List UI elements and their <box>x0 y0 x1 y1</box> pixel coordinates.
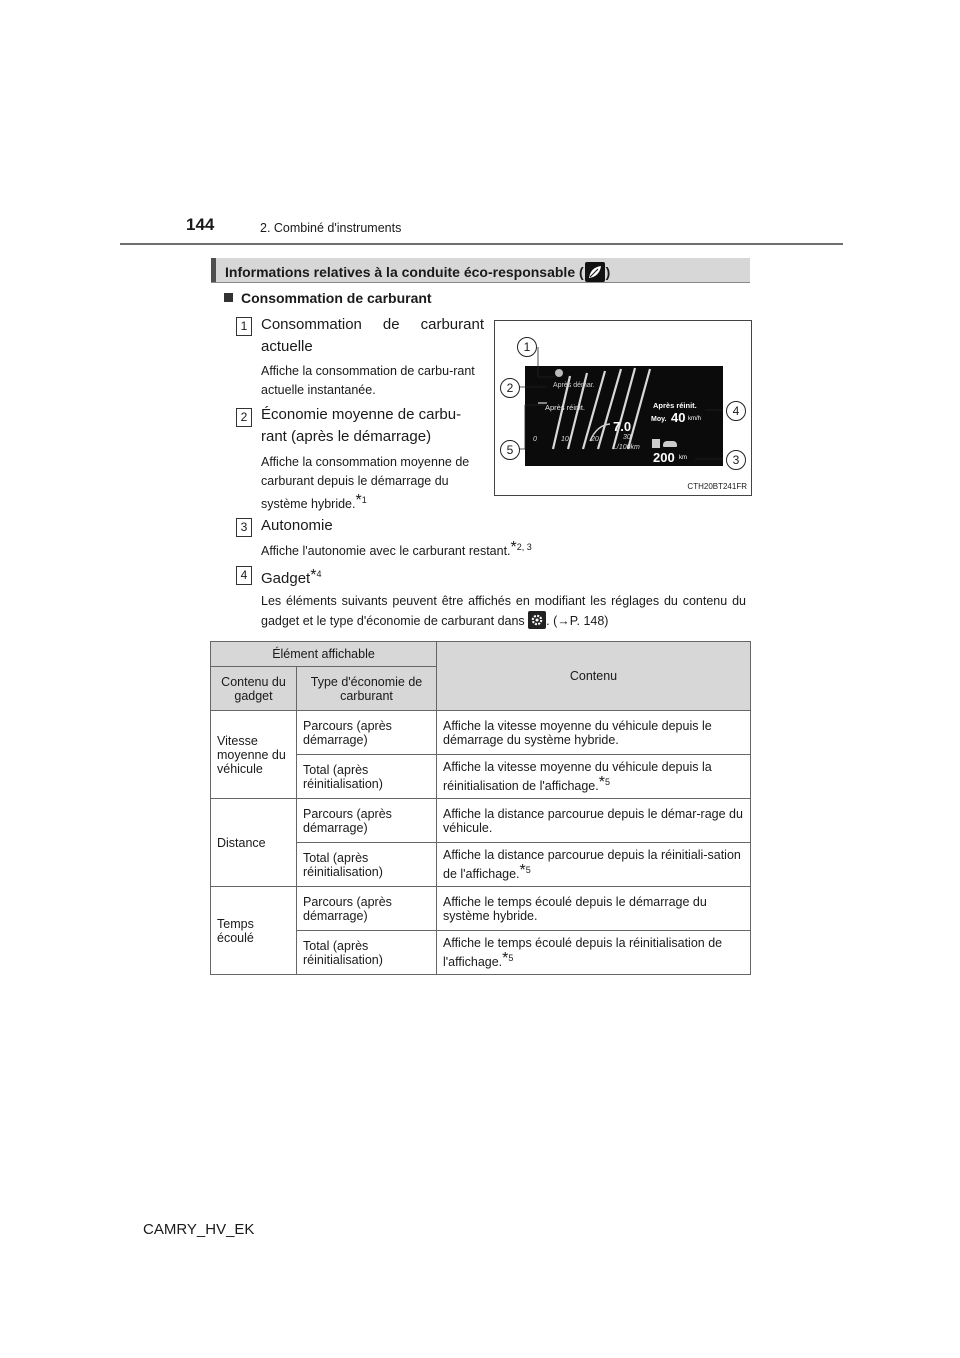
content-cell: Affiche la vitesse moyenne du véhicule depuis le démarrage du système hybride. <box>437 711 751 755</box>
type-cell: Total (après réinitialisation) <box>297 755 437 799</box>
callout-1: 1 <box>517 337 537 357</box>
item-title-4: Gadget*$^4$ <box>261 567 322 587</box>
table-header-col1: Contenu du gadget <box>211 667 297 711</box>
section-underline <box>211 282 750 283</box>
gear-icon <box>528 611 546 629</box>
display-scale-30: 30 <box>623 434 631 441</box>
display-current-value: 7.0 <box>613 419 632 434</box>
display-consumption-unit: L/100km <box>613 444 640 451</box>
cluster-figure <box>494 320 752 496</box>
item-number-3: 3 <box>236 518 252 537</box>
display-scale-10: 10 <box>561 436 569 443</box>
display-label-after-start: Après démar. <box>553 382 595 389</box>
group-name: Vitesse moyenne du véhicule <box>211 711 297 799</box>
item-title-3: Autonomie <box>261 517 333 534</box>
table-row <box>211 887 751 931</box>
content-cell: Affiche la distance parcourue depuis la réinitiali-sation de l'affichage.*$^5$ <box>437 843 751 887</box>
display-range-value: 200 <box>653 450 675 465</box>
item-number-4: 4 <box>236 566 252 585</box>
table-header-group: Élément affichable <box>211 642 437 667</box>
callout-5: 5 <box>500 440 520 460</box>
callout-4: 4 <box>726 401 746 421</box>
section-title: Informations relatives à la conduite éco-responsable ( ) <box>225 264 611 280</box>
type-cell: Total (après réinitialisation) <box>297 843 437 887</box>
gadget-table <box>210 641 751 975</box>
footer-model: CAMRY_HV_EK <box>143 1221 255 1238</box>
eco-leaf-icon <box>585 262 605 282</box>
item-number-2: 2 <box>236 408 252 427</box>
type-cell: Parcours (après démarrage) <box>297 799 437 843</box>
subsection-heading: Consommation de carburant <box>224 290 432 306</box>
figure-code: CTH20BT241FR <box>687 482 747 491</box>
item-title-2: Économie moyenne de carbu-rant (après le démarrage) <box>261 406 462 445</box>
content-cell: Affiche le temps écoulé depuis le démarrage du système hybride. <box>437 887 751 931</box>
bullet-square <box>224 293 233 302</box>
content-cell: Affiche le temps écoulé depuis la réinitialisation de l'affichage.*$^5$ <box>437 931 751 975</box>
item-title-1: Consommation de carburant actuelle <box>261 316 484 355</box>
item-desc-4: Les éléments suivants peuvent être affichés en modifiant les réglages du contenu du gadget et le type d'économie de carburant dans . (→P. 148) <box>261 594 746 628</box>
callout-3: 3 <box>726 450 746 470</box>
callout-2: 2 <box>500 378 520 398</box>
table-row <box>211 711 751 755</box>
page-number: 144 <box>186 215 215 234</box>
group-name: Temps écoulé <box>211 887 297 975</box>
display-scale-0: 0 <box>533 436 537 443</box>
display-avg-speed: 40 <box>671 410 686 425</box>
item-number-1: 1 <box>236 317 252 336</box>
item-desc-2: Affiche la consommation moyenne de carburant depuis le démarrage du système hybride.*$^1$ <box>261 455 470 512</box>
chapter-title: 2. Combiné d'instruments <box>260 221 402 235</box>
header-rule <box>120 243 843 245</box>
type-cell: Parcours (après démarrage) <box>297 711 437 755</box>
display-range-unit: km <box>679 455 687 461</box>
content-cell: Affiche la distance parcourue depuis le démar-rage du véhicule. <box>437 799 751 843</box>
type-cell: Parcours (après démarrage) <box>297 887 437 931</box>
content-cell: Affiche la vitesse moyenne du véhicule depuis la réinitialisation de l'affichage.*$^5$ <box>437 755 751 799</box>
display-avg-label: Moy. <box>651 416 667 423</box>
display-speed-unit: km/h <box>688 416 702 422</box>
display-scale-20: 20 <box>591 436 599 443</box>
table-row <box>211 799 751 843</box>
section-accent <box>211 258 216 282</box>
display-label-after-reset: Après réinit. <box>545 403 586 412</box>
table-header-col2: Type d'économie de carburant <box>297 667 437 711</box>
section-heading <box>211 258 750 282</box>
type-cell: Total (après réinitialisation) <box>297 931 437 975</box>
item-desc-3: Affiche l'autonomie avec le carburant restant.*$^{2, 3}$ <box>261 539 532 559</box>
display-reset-panel-label: Après réinit. <box>653 401 697 410</box>
table-header-content: Contenu <box>437 642 751 711</box>
item-desc-1: Affiche la consommation de carbu-rant actuelle instantanée. <box>261 364 475 397</box>
group-name: Distance <box>211 799 297 887</box>
